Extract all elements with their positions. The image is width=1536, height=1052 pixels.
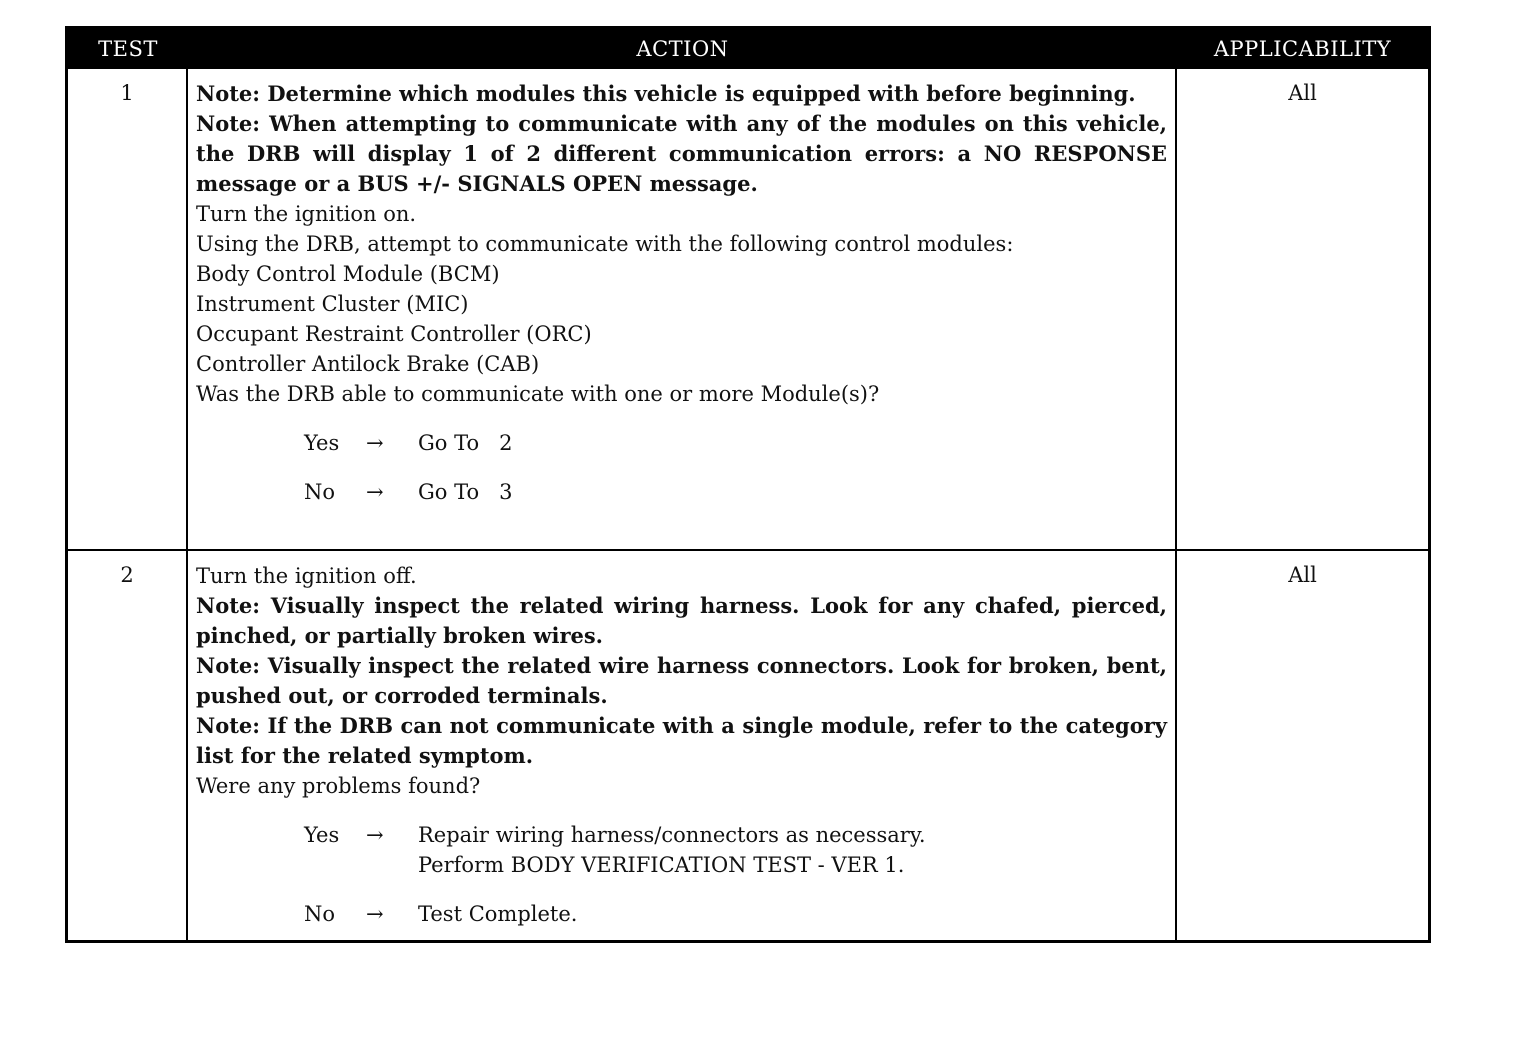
action-cell xyxy=(188,69,1177,549)
action-line: Were any problems found? xyxy=(196,774,481,798)
branch-result-line: Go To 2 xyxy=(418,431,513,455)
action-line: Controller Antilock Brake (CAB) xyxy=(196,352,540,376)
test-number: 2 xyxy=(68,551,188,940)
arrow-right-icon: → xyxy=(366,431,384,455)
test-number: 1 xyxy=(68,69,188,549)
action-line: Occupant Restraint Controller (ORC) xyxy=(196,322,592,346)
applicability-value: All xyxy=(1288,81,1317,105)
arrow-right-icon: → xyxy=(366,823,384,847)
branch-label: Yes xyxy=(304,823,340,847)
branch-result-line: Go To 3 xyxy=(418,480,513,504)
action-line: Turn the ignition on. xyxy=(196,202,417,226)
branch-result-line: Perform BODY VERIFICATION TEST - VER 1. xyxy=(418,853,905,877)
branch-yes xyxy=(304,820,1167,880)
action-cell xyxy=(188,551,1177,940)
branch-label: Yes xyxy=(304,431,340,455)
applicability-value: All xyxy=(1288,563,1317,587)
action-line: Note: Visually inspect the related wiring harness. Look for any chafed, pierced, pinched, or partially broken wires. xyxy=(196,593,1167,648)
branch-result xyxy=(418,820,1167,880)
header-applicability: APPLICABILITY xyxy=(1213,37,1392,61)
table-row xyxy=(68,69,1428,549)
branch-label: No xyxy=(304,480,336,504)
action-line: Note: Visually inspect the related wire harness connectors. Look for broken, bent, pushed out, or corroded terminals. xyxy=(196,653,1167,708)
header-test: TEST xyxy=(98,37,158,61)
action-line: Instrument Cluster (MIC) xyxy=(196,292,469,316)
diagnostic-table xyxy=(65,26,1431,943)
branch-result-line: Repair wiring harness/connectors as necessary. xyxy=(418,823,926,847)
table-row xyxy=(68,549,1428,940)
header-action: ACTION xyxy=(636,37,729,61)
action-line: Was the DRB able to communicate with one or more Module(s)? xyxy=(196,382,880,406)
action-line: Note: Determine which modules this vehicle is equipped with before beginning. xyxy=(196,81,1136,106)
branch-yes xyxy=(304,428,1167,458)
table-header xyxy=(68,29,1428,69)
branch-no xyxy=(304,477,1167,507)
branch-label: No xyxy=(304,902,336,926)
action-line: Body Control Module (BCM) xyxy=(196,262,500,286)
branch-result xyxy=(418,428,1167,458)
arrow-right-icon: → xyxy=(366,902,384,926)
action-line: Using the DRB, attempt to communicate with the following control modules: xyxy=(196,232,1014,256)
arrow-right-icon: → xyxy=(366,480,384,504)
branch-result-line: Test Complete. xyxy=(418,902,578,926)
action-line: Turn the ignition off. xyxy=(196,564,417,588)
action-line: Note: If the DRB can not communicate with a single module, refer to the category list for the related symptom. xyxy=(196,713,1167,768)
branch-result xyxy=(418,477,1167,507)
action-line: Note: When attempting to communicate with any of the modules on this vehicle, the DRB will display 1 of 2 different communication errors: a NO RESPONSE message or a BUS +/- SIGNALS OPEN message. xyxy=(196,111,1167,196)
branch-no xyxy=(304,899,1167,929)
branch-result xyxy=(418,899,1167,929)
